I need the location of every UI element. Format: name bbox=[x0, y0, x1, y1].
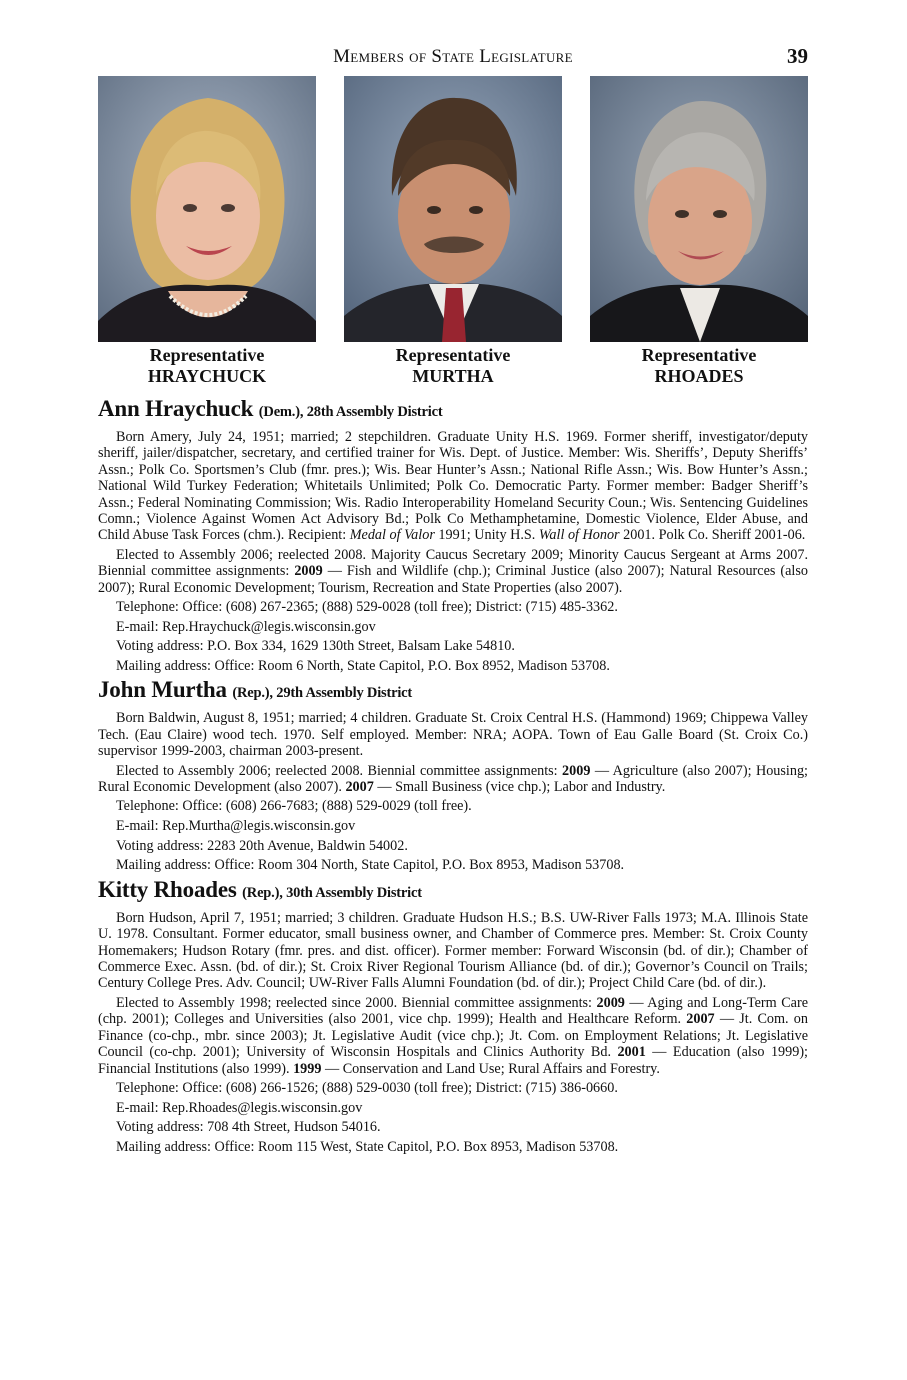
member-mailing-address: Mailing address: Office: Room 6 North, State Capitol, P.O. Box 8952, Madison 53708. bbox=[116, 657, 610, 674]
caption-surname: MURTHA bbox=[412, 366, 494, 386]
bio-text: 2001. Polk Co. Sheriff 2001-06. bbox=[619, 527, 806, 544]
session-year: 2001 bbox=[617, 1044, 646, 1061]
caption-title: Representative bbox=[641, 345, 757, 365]
member-entry-murtha bbox=[98, 677, 808, 873]
member-heading bbox=[98, 396, 808, 425]
member-service bbox=[98, 763, 808, 796]
member-voting-address: Voting address: P.O. Box 334, 1629 130th Street, Balsam Lake 54810. bbox=[116, 638, 515, 655]
portrait-photo-murtha bbox=[344, 76, 562, 342]
portrait-murtha bbox=[344, 76, 562, 387]
member-service bbox=[98, 547, 808, 596]
member-telephone: Telephone: Office: (608) 266-1526; (888) 529-0030 (toll free); District: (715) 386-0660. bbox=[116, 1079, 618, 1096]
bio-text: Born Amery, July 24, 1951; married; 2 stepchildren. Graduate Unity H.S. 1969. Former sheriff, investigator/deputy sheriff, jailer/dispatcher, secretary, and certified trainer for Wis. Dept. of Justice. Member: Wis. Sheriffs’, Deputy Sheriffs’ Assn.; Polk Co. Sportsmen’s Club (fmr. pres.); Wis. Bear Hunter’s Assn.; National Rifle Assn.; Wis. Bow Hunter’s Assn.; National Wild Turkey Federation; Whitetails Unlimited; Polk Co. Democratic Party. Former member: Badger Sheriff’s Assn.; Federal Nominating Commission; Wis. Radio Interoperability Homeland Security Coun.; Wis. Sentencing Guidelines Comn.; Violence Against Women Act Advisory Bd.; Polk Co Methamphetamine, Domestic Violence, Elder Abuse, and Child Abuse Task Forces (chm.). Recipient: bbox=[98, 429, 808, 544]
member-party-district: (Rep.), 29th Assembly District bbox=[232, 685, 413, 702]
member-party-district: (Dem.), 28th Assembly District bbox=[258, 404, 443, 420]
session-year: 2009 bbox=[596, 994, 625, 1011]
running-title: Members of State Legislature bbox=[333, 46, 573, 67]
service-text: — Fish and Wildlife (chp.); Criminal Justice (also 2007); Natural Resources (also 2007); Rural Economic Development; Tourism, Recreation and State Properties (also 2007). bbox=[98, 563, 808, 596]
service-text: — Education (also 1999); Financial Institutions (also 1999). bbox=[98, 1044, 808, 1077]
session-year: 2007 bbox=[686, 1011, 715, 1028]
page-header bbox=[98, 44, 808, 74]
page-number: 39 bbox=[787, 44, 808, 68]
member-entry-hraychuck bbox=[98, 396, 808, 674]
member-name: Ann Hraychuck bbox=[98, 396, 254, 421]
member-entries bbox=[98, 396, 808, 1158]
member-telephone: Telephone: Office: (608) 266-7683; (888) 529-0029 (toll free). bbox=[116, 798, 472, 815]
service-text: — Agriculture (also 2007); Housing; Rural Economic Development (also 2007). bbox=[98, 762, 808, 796]
member-voting-address: Voting address: 2283 20th Avenue, Baldwin 54002. bbox=[116, 837, 408, 854]
member-name: Kitty Rhoades bbox=[98, 876, 237, 902]
portrait-image bbox=[590, 76, 808, 342]
award-name: Medal of Valor bbox=[349, 527, 435, 544]
portrait-photo-rhoades bbox=[590, 76, 808, 342]
portrait-photo-hraychuck bbox=[98, 76, 316, 342]
service-text: — Jt. Com. on Finance (co-chp., mbr. since 2003); Jt. Legislative Audit (vice chp.); Jt. Com. on Employment Relations; Jt. Legislative Council (co-chp. 2001); University of Wisconsin Hospitals and Clinics Authority Bd. bbox=[98, 1011, 808, 1061]
portrait-hraychuck bbox=[98, 76, 316, 387]
caption-surname: RHOADES bbox=[654, 366, 744, 386]
session-year: 1999 bbox=[293, 1060, 322, 1077]
service-text: — Aging and Long-Term Care (chp. 2001); Colleges and Universities (also 2001, vice chp. 1999); Health and Healthcare Reform. bbox=[98, 994, 808, 1028]
portrait-image bbox=[98, 76, 316, 342]
caption-title: Representative bbox=[149, 345, 265, 365]
portrait-rhoades bbox=[590, 76, 808, 387]
member-entry-rhoades bbox=[98, 877, 808, 1155]
portrait-caption bbox=[98, 345, 316, 387]
member-email: E-mail: Rep.Rhoades@legis.wisconsin.gov bbox=[116, 1099, 363, 1116]
service-text: Elected to Assembly 2006; reelected 2008. Biennial committee assignments: bbox=[116, 762, 563, 779]
service-text: Elected to Assembly 2006; reelected 2008. Majority Caucus Secretary 2009; Minority Caucus Sergeant at Arms 2007. Biennial committee assignments: bbox=[98, 546, 808, 580]
member-biography bbox=[98, 429, 808, 544]
service-text: — Conservation and Land Use; Rural Affairs and Forestry. bbox=[321, 1060, 660, 1077]
member-party-district: (Rep.), 30th Assembly District bbox=[242, 884, 422, 901]
session-year: 2009 bbox=[294, 563, 323, 580]
member-mailing-address: Mailing address: Office: Room 304 North, State Capitol, P.O. Box 8953, Madison 53708. bbox=[116, 857, 625, 874]
service-text: Elected to Assembly 1998; reelected since 2000. Biennial committee assignments: bbox=[116, 994, 597, 1011]
member-voting-address: Voting address: 708 4th Street, Hudson 54016. bbox=[116, 1119, 381, 1136]
bio-text: 1991; Unity H.S. bbox=[434, 527, 539, 544]
member-heading bbox=[98, 877, 808, 906]
member-email: E-mail: Rep.Murtha@legis.wisconsin.gov bbox=[116, 818, 356, 835]
member-heading bbox=[98, 677, 808, 706]
service-text: — Small Business (vice chp.); Labor and Industry. bbox=[373, 779, 666, 796]
member-service bbox=[98, 995, 808, 1077]
member-name: John Murtha bbox=[98, 677, 227, 703]
portrait-caption bbox=[590, 345, 808, 387]
portrait-row bbox=[98, 76, 808, 388]
member-mailing-address: Mailing address: Office: Room 115 West, State Capitol, P.O. Box 8953, Madison 53708. bbox=[116, 1138, 619, 1155]
member-telephone: Telephone: Office: (608) 267-2365; (888) 529-0028 (toll free); District: (715) 485-3362. bbox=[116, 599, 618, 616]
award-name: Wall of Honor bbox=[538, 527, 620, 544]
member-biography: Born Hudson, April 7, 1951; married; 3 children. Graduate Hudson H.S.; B.S. UW-River Falls 1973; M.A. Illinois State U. 1978. Consultant. Former educator, small business owner, and Chamber of Commerce pres. Member: St. Croix County Homemakers; Hudson Rotary (fmr. pres. and dist. officer). Former member: Forward Wisconsin (bd. of dir.); Chamber of Commerce Exec. Assn. (bd. of dir.); St. Croix River Regional Tourism Alliance (bd. of dir.); Governor’s Council on Trails; Century College Pres. Adv. Council; UW-River Falls Alumni Foundation (bd. of dir.); Project Child Care (bd. of dir.). bbox=[98, 909, 808, 992]
member-email: E-mail: Rep.Hraychuck@legis.wisconsin.gov bbox=[116, 618, 376, 635]
portrait-caption bbox=[344, 345, 562, 387]
portrait-image bbox=[344, 76, 562, 342]
session-year: 2009 bbox=[562, 762, 591, 779]
caption-title: Representative bbox=[395, 345, 511, 365]
member-biography: Born Baldwin, August 8, 1951; married; 4 children. Graduate St. Croix Central H.S. (Hammond) 1969; Chippewa Valley Tech. (Eau Claire) wood tech. 1970. Self employed. Member: NRA; AOPA. Town of Eau Galle Board (St. Croix Co.) supervisor 1999-2003, chairman 2003-present. bbox=[98, 710, 808, 760]
caption-surname: HRAYCHUCK bbox=[147, 366, 267, 386]
session-year: 2007 bbox=[345, 779, 374, 796]
